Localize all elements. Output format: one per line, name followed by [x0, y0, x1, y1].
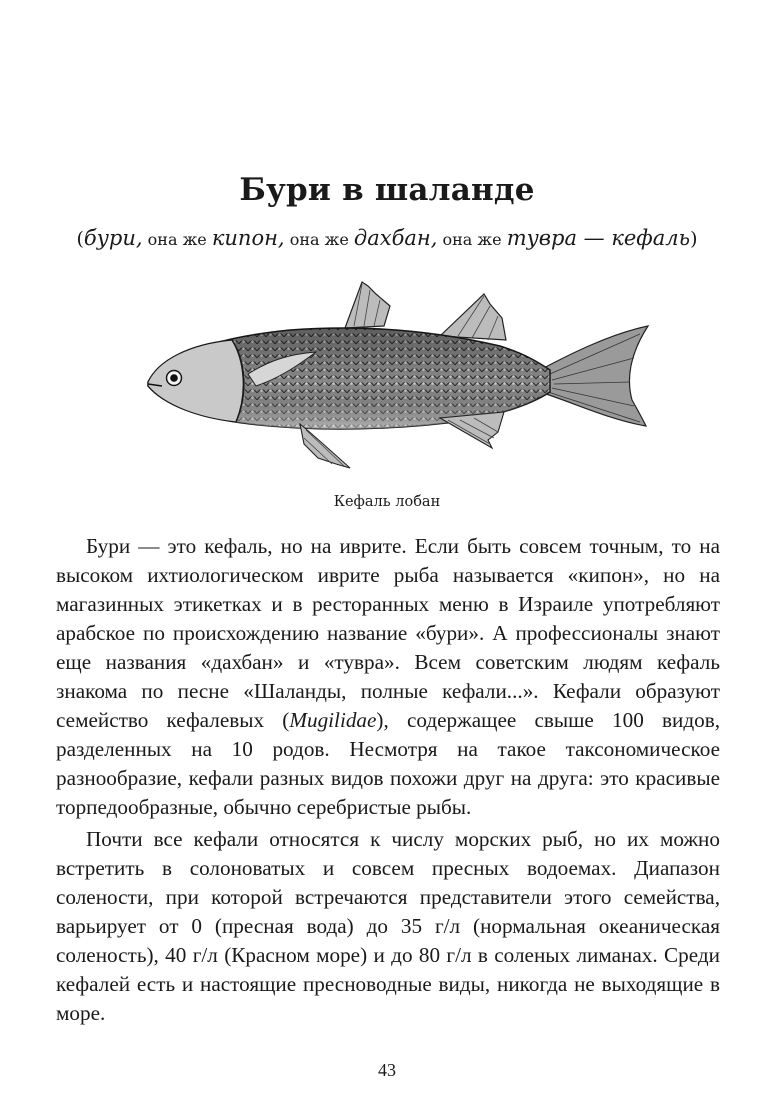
- subtitle-separator-1: она же: [142, 230, 212, 249]
- illustration-caption: Кефаль лобан: [333, 494, 441, 510]
- chapter-subtitle: [0, 226, 774, 250]
- paragraph-1: [56, 532, 720, 822]
- subtitle-name-3: дахбан,: [353, 226, 438, 250]
- subtitle-name-1: бури,: [83, 226, 143, 250]
- paragraph-2: Почти все кефали относятся к числу морских рыб, но их можно встретить в солоноватых и совсем пресных водоемах. Диапазон солености, при которой встречаются представители этого семейства, варьирует от 0 (пресная вода) до 35 г/л (нормальная океаническая соленость), 40 г/л (Красном море) и до 80 г/л в соленых лиманах. Среди кефалей есть и настоящие пресноводные виды, никогда не выходящие в море.: [56, 827, 720, 1025]
- subtitle-name-2: кипон,: [211, 226, 285, 250]
- subtitle-separator-2: она же: [284, 230, 354, 249]
- mullet-fish-illustration: [140, 274, 652, 474]
- subtitle-name-4: тувра — кефаль: [506, 226, 691, 250]
- paragraph-1-text-b: ), содержащее свыше 100 видов, разделенных на 10 родов. Несмотря на такое таксономическое разнообразие, кефали разных видов похожи друг на друга: это красивые торпедообразные, обычно серебристые рыбы.: [56, 708, 721, 819]
- chapter-title: Бури в шаланде: [239, 172, 535, 208]
- paragraph-1-text-a: Бури — это кефаль, но на иврите. Если быть совсем точным, то на высоком ихтиологическом иврите рыба называется «кипон», но на магазинных этикетках и в ресторанных меню в Израиле употребляют арабское по происхождению название «бури». А профессионалы знают еще названия «дахбан» и «тувра». Всем советским людям кефаль знакома по песне «Шаланды, полные кефали...». Кефали образуют семейство кефалевых (: [56, 534, 720, 732]
- body-text: [56, 532, 720, 1028]
- latin-family-name: Mugilidae: [289, 708, 377, 732]
- subtitle-close-paren: ): [690, 228, 698, 250]
- subtitle-separator-3: она же: [437, 230, 507, 249]
- page-number: 43: [378, 1060, 396, 1080]
- subtitle-open-paren: (: [76, 228, 84, 250]
